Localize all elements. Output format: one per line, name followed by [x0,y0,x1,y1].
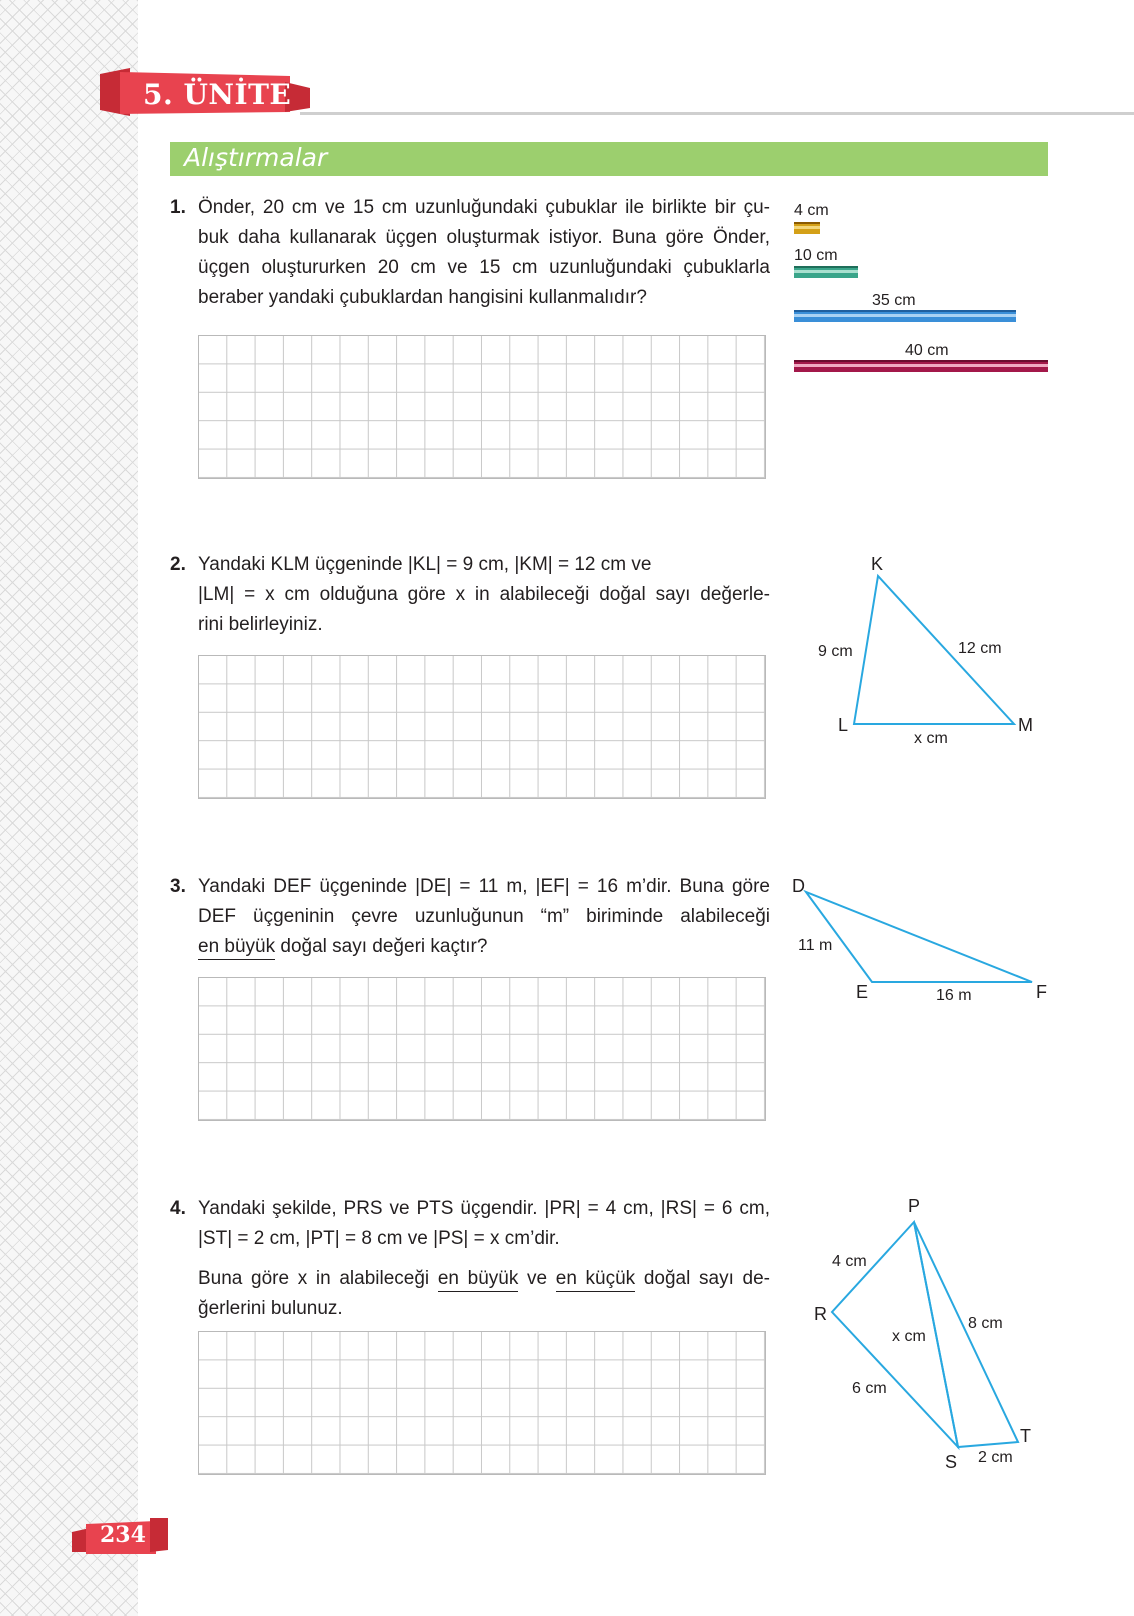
side-ef: 16 m [936,987,972,1004]
question-3 [170,872,770,962]
vertex-s: S [945,1452,958,1472]
rod-label-4: 4 cm [794,202,829,219]
vertex-k: K [871,554,884,574]
question-1 [170,193,770,313]
question-line [198,1264,770,1294]
side-pt: 8 cm [968,1315,1003,1332]
question-line: Yandaki şekilde, PRS ve PTS üçgendir. |PR| = 4 cm, |RS| = 6 cm, [198,1198,770,1219]
figure-prst [800,1192,1060,1482]
rods-figure [790,196,1060,386]
question-number: 4. [170,1198,186,1219]
answer-grid-4[interactable] [198,1331,766,1475]
vertex-d: D [792,876,805,896]
vertex-e: E [856,982,869,1002]
question-line: |LM| = x cm olduğuna göre x in alabileceği doğal sayı değerle- [198,584,770,605]
question-line: |ST| = 2 cm, |PT| = 8 cm ve |PS| = x cm’dir. [198,1228,560,1249]
question-number: 2. [170,554,186,575]
question-text: doğal sayı değeri kaçtır? [275,936,488,957]
question-text: ve [518,1268,556,1289]
question-number: 3. [170,876,186,897]
question-line: buk daha kullanarak üçgen oluşturmak istiyor. Buna göre Önder, [198,227,770,248]
header-rule [300,112,1134,115]
question-line [198,932,770,962]
vertex-l: L [838,715,849,735]
rod-label-35: 35 cm [872,292,916,309]
question-number: 1. [170,197,186,218]
triangle-klm [800,552,1080,762]
section-title: Alıştırmalar [184,143,328,172]
question-line: ğerlerini bulunuz. [198,1298,343,1319]
rod-40cm [794,360,1048,372]
side-kl: 9 cm [818,643,853,660]
question-4 [170,1194,770,1324]
question-line: beraber yandaki çubuklardan hangisini kullanmalıdır? [198,287,647,308]
vertex-f: F [1036,982,1047,1002]
side-pr: 4 cm [832,1253,867,1270]
answer-grid-3[interactable] [198,977,766,1121]
rod-35cm [794,310,1016,322]
vertex-p: P [908,1196,921,1216]
question-line: DEF üçgeninin çevre uzunluğunun “m” biriminde alabileceği [198,906,770,927]
unit-label: 5. ÜNİTE [143,78,292,111]
underlined-phrase: en büyük [198,936,275,960]
rod-10cm [794,266,858,278]
answer-grid-2[interactable] [198,655,766,799]
side-ps: x cm [892,1328,926,1345]
question-line: Yandaki KLM üçgeninde |KL| = 9 cm, |KM| = 12 cm ve [198,554,652,575]
rod-label-40: 40 cm [905,342,949,359]
underlined-phrase: en büyük [438,1268,519,1292]
side-pattern [0,0,138,1616]
vertex-m: M [1018,715,1033,735]
question-text: doğal sayı de- [635,1268,770,1289]
side-st: 2 cm [978,1449,1013,1466]
rod-label-10: 10 cm [794,247,838,264]
question-line: rini belirleyiniz. [198,614,323,635]
question-line: üçgen oluştururken 20 cm ve 15 cm uzunluğundaki çubuklarla [198,257,770,278]
rod-4cm [794,222,820,234]
side-rs: 6 cm [852,1380,887,1397]
underlined-phrase: en küçük [556,1268,635,1292]
side-lm: x cm [914,730,948,747]
vertex-t: T [1020,1426,1031,1446]
side-km: 12 cm [958,640,1002,657]
question-2 [170,550,770,640]
answer-grid-1[interactable] [198,335,766,479]
triangle-def [790,874,1080,1014]
question-text: Buna göre x in alabileceği [198,1268,438,1289]
vertex-r: R [814,1304,827,1324]
side-de: 11 m [798,937,833,954]
question-line: Önder, 20 cm ve 15 cm uzunluğundaki çubuklar ile birlikte bir çu- [198,197,770,218]
question-line: Yandaki DEF üçgeninde |DE| = 11 m, |EF| = 16 m’dir. Buna göre [198,876,770,897]
page-number: 234 [100,1522,146,1548]
